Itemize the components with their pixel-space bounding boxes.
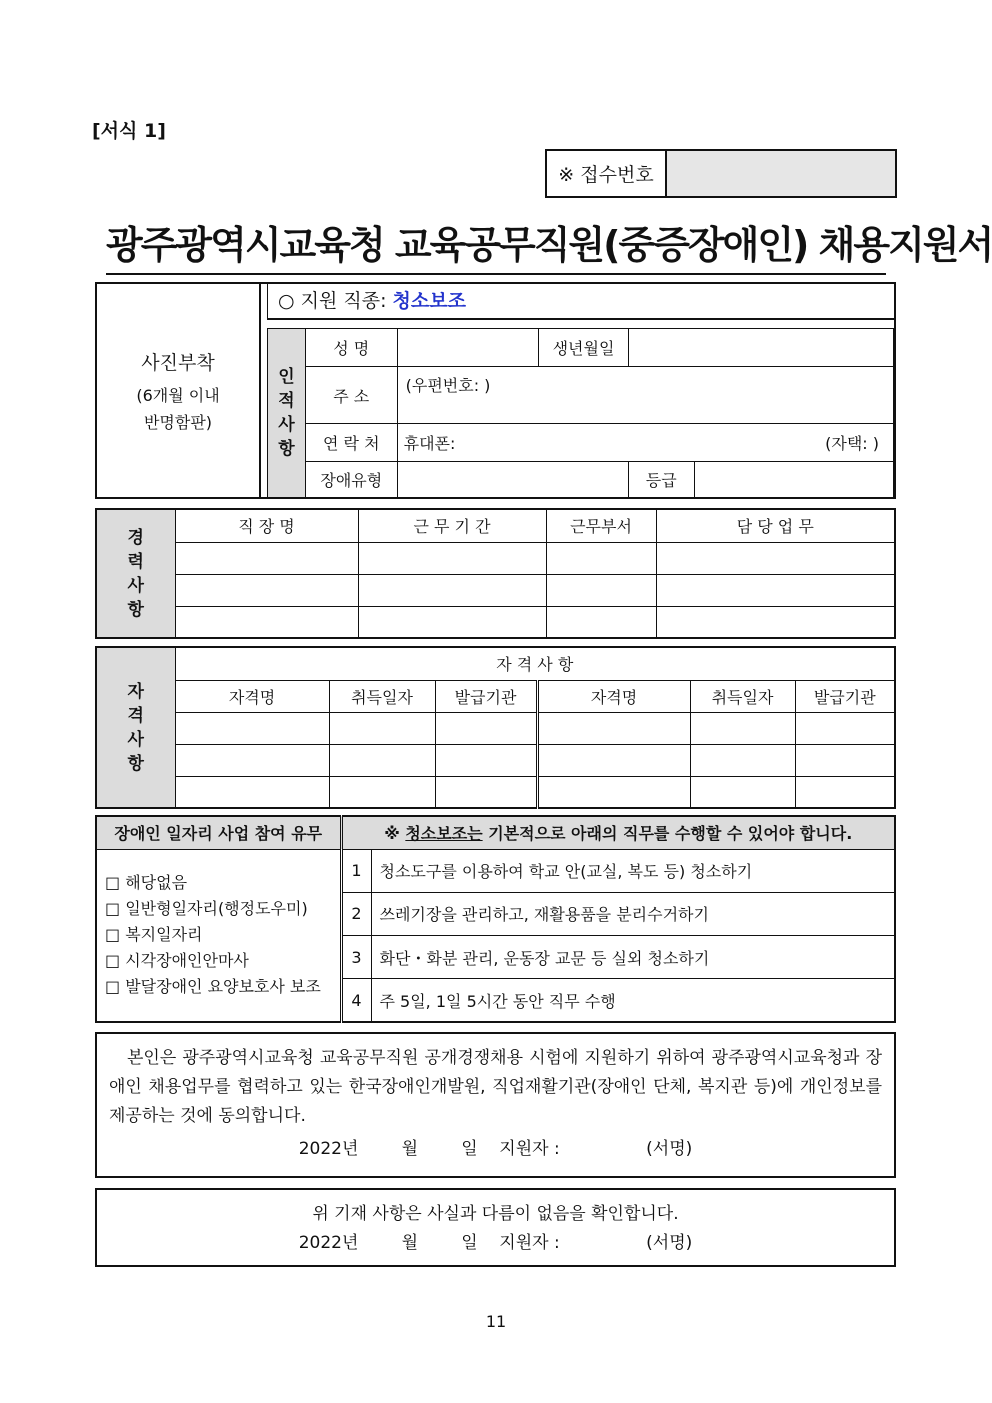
career-header-period: 근 무 기 간 <box>358 509 546 542</box>
career-table <box>95 508 896 639</box>
career-cell[interactable] <box>175 542 358 574</box>
duty-text: 청소도구를 이용하여 학교 안(교실, 복도 등) 청소하기 <box>371 849 895 892</box>
confirmation-box <box>95 1188 896 1267</box>
license-cell[interactable] <box>537 712 690 744</box>
receipt-number-label: ※ 접수번호 <box>547 151 667 196</box>
career-header-company: 직 장 명 <box>175 509 358 542</box>
duty-text: 화단・화분 관리, 운동장 교문 등 실외 청소하기 <box>371 936 895 979</box>
license-header-issuer: 발급기관 <box>435 680 537 712</box>
duties-header: ※ 청소보조는 기본적으로 아래의 직무를 수행할 수 있어야 합니다. <box>341 816 895 849</box>
license-cell[interactable] <box>329 712 435 744</box>
disability-type-field[interactable] <box>397 462 628 498</box>
duty-number: 2 <box>341 892 371 935</box>
table-row <box>96 542 895 574</box>
license-cell[interactable] <box>690 776 795 808</box>
table-row <box>96 744 895 776</box>
photo-note-2: 반명함판) <box>143 413 213 432</box>
career-cell[interactable] <box>175 606 358 638</box>
license-header-date: 취득일자 <box>329 680 435 712</box>
license-cell[interactable] <box>690 744 795 776</box>
contact-label: 연 락 처 <box>305 424 397 462</box>
job-type-value: 청소보조 <box>392 290 466 312</box>
career-side-label: 경 력 사 항 <box>96 509 175 638</box>
home-phone-label: (자택: ) <box>825 434 879 453</box>
page-number: 11 <box>485 1312 507 1331</box>
consent-signature-line[interactable]: 2022년 월 일 지원자 : (서명) <box>298 1139 693 1159</box>
license-table <box>95 646 896 809</box>
license-header-issuer-2: 발급기관 <box>795 680 895 712</box>
address-field[interactable] <box>397 367 893 424</box>
license-header-date-2: 취득일자 <box>690 680 795 712</box>
license-cell[interactable] <box>175 744 329 776</box>
career-cell[interactable] <box>546 574 656 606</box>
license-cell[interactable] <box>435 744 537 776</box>
contact-field[interactable] <box>397 424 893 462</box>
consent-text: 본인은 광주광역시교육청 교육공무직원 공개경쟁채용 시험에 지원하기 위하여 광주광역시교육청과 장애인 채용업무를 협력하고 있는 한국장애인개발원, 직업재활기관(장애인 단체, 복지관 등)에 개인정보를 제공하는 것에 동의합니다. <box>109 1048 882 1126</box>
duty-number: 1 <box>341 849 371 892</box>
career-header-department: 근무부서 <box>546 509 656 542</box>
confirmation-text: 위 기재 사항은 사실과 다름이 없음을 확인합니다. <box>312 1204 679 1224</box>
receipt-number-field[interactable] <box>667 151 895 196</box>
career-cell[interactable] <box>656 574 895 606</box>
license-cell[interactable] <box>795 744 895 776</box>
address-label: 주 소 <box>305 367 397 424</box>
option-care-assistant-checkbox[interactable]: □ 발달장애인 요양보호사 보조 <box>105 977 321 997</box>
license-cell[interactable] <box>329 776 435 808</box>
table-row <box>96 776 895 808</box>
participation-duties-table <box>95 815 896 1023</box>
duty-text: 쓰레기장을 관리하고, 재활용품을 분리수거하기 <box>371 892 895 935</box>
career-cell[interactable] <box>656 606 895 638</box>
license-cell[interactable] <box>329 744 435 776</box>
career-cell[interactable] <box>175 574 358 606</box>
license-cell[interactable] <box>537 776 690 808</box>
document-title: 광주광역시교육청 교육공무직원(중증장애인) 채용지원서 <box>106 214 886 275</box>
career-cell[interactable] <box>546 606 656 638</box>
personal-info-table <box>267 328 894 498</box>
duty-number: 4 <box>341 979 371 1022</box>
license-header-name: 자격명 <box>175 680 329 712</box>
photo-area[interactable] <box>97 284 261 497</box>
career-cell[interactable] <box>546 542 656 574</box>
participation-options <box>96 849 341 1022</box>
license-header-name-2: 자격명 <box>537 680 690 712</box>
license-cell[interactable] <box>175 712 329 744</box>
mobile-label: 휴대폰: <box>403 434 456 453</box>
duty-number: 3 <box>341 936 371 979</box>
job-type-label: ○ 지원 직종: <box>278 290 393 312</box>
photo-note-1: (6개월 이내 <box>136 386 220 405</box>
job-type-row <box>267 284 894 320</box>
birthdate-label: 생년월일 <box>539 329 629 367</box>
postcode-label: (우편번호: ) <box>405 376 491 395</box>
license-cell[interactable] <box>795 712 895 744</box>
birthdate-field[interactable] <box>628 329 893 367</box>
photo-title: 사진부착 <box>141 352 215 374</box>
table-row <box>96 574 895 606</box>
license-section-header: 자 격 사 항 <box>175 647 895 680</box>
career-cell[interactable] <box>656 542 895 574</box>
option-general-job-checkbox[interactable]: □ 일반형일자리(행정도우미) <box>105 899 308 919</box>
participation-header: 장애인 일자리 사업 참여 유무 <box>96 816 341 849</box>
option-welfare-job-checkbox[interactable]: □ 복지일자리 <box>105 925 203 945</box>
disability-type-label: 장애유형 <box>305 462 397 498</box>
career-cell[interactable] <box>358 606 546 638</box>
personal-info-side-label: 인 적 사 항 <box>268 329 306 498</box>
license-side-label: 자 격 사 항 <box>96 647 175 808</box>
career-cell[interactable] <box>358 574 546 606</box>
table-row <box>96 606 895 638</box>
name-field[interactable] <box>397 329 539 367</box>
option-none-checkbox[interactable]: □ 해당없음 <box>105 873 188 893</box>
confirmation-signature-line[interactable]: 2022년 월 일 지원자 : (서명) <box>298 1233 693 1253</box>
career-cell[interactable] <box>358 542 546 574</box>
grade-field[interactable] <box>694 462 893 498</box>
applicant-section <box>95 282 896 499</box>
license-cell[interactable] <box>435 712 537 744</box>
license-cell[interactable] <box>537 744 690 776</box>
name-label: 성 명 <box>305 329 397 367</box>
option-massage-checkbox[interactable]: □ 시각장애인안마사 <box>105 951 249 971</box>
form-number-label: [서식 1] <box>92 120 166 142</box>
grade-label: 등급 <box>628 462 694 498</box>
career-header-duty: 담 당 업 무 <box>656 509 895 542</box>
duty-text: 주 5일, 1일 5시간 동안 직무 수행 <box>371 979 895 1022</box>
license-cell[interactable] <box>175 776 329 808</box>
consent-box <box>95 1032 896 1178</box>
receipt-number-box <box>545 149 897 198</box>
license-cell[interactable] <box>690 712 795 744</box>
table-row <box>96 712 895 744</box>
license-cell[interactable] <box>435 776 537 808</box>
license-cell[interactable] <box>795 776 895 808</box>
